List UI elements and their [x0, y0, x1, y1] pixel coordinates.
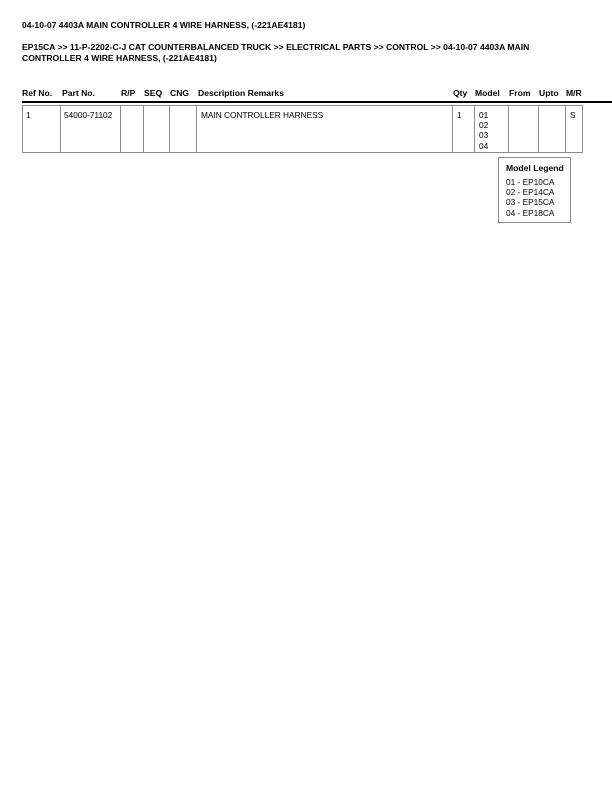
cell-part-no: 54000-71102 [64, 110, 113, 120]
legend-item: 03 - EP15CA [506, 197, 555, 208]
header-model: Model [475, 88, 500, 98]
cell-models [479, 110, 488, 151]
column-divider [196, 105, 197, 153]
column-divider [143, 105, 144, 153]
page-title: 04-10-07 4403A MAIN CONTROLLER 4 WIRE HARNESS, (-221AE4181) [22, 20, 306, 30]
model-legend [498, 157, 571, 223]
model-code: 02 [479, 120, 489, 131]
cell-mr: S [570, 110, 576, 120]
legend-item: 01 - EP10CA [506, 177, 555, 187]
model-code: 03 [479, 130, 489, 141]
header-seq: SEQ [144, 88, 163, 98]
column-divider [565, 105, 566, 153]
header-part-no: Part No. [62, 88, 95, 98]
column-divider [452, 105, 453, 153]
header-ref-no: Ref No. [22, 88, 53, 98]
model-code: 01 [479, 110, 489, 120]
header-qty: Qty [453, 88, 468, 98]
header-mr: M/R [566, 88, 582, 98]
legend-title: Model Legend [506, 163, 564, 173]
breadcrumb: EP15CA >> 11-P-2202-C-J CAT COUNTERBALANCED TRUCK >> ELECTRICAL PARTS >> CONTROL >> 04-10-07 4403A MAIN CONTROLLER 4 WIRE HARNESS, (-221AE4181) [22, 42, 530, 63]
column-divider [169, 105, 170, 153]
legend-item: 02 - EP14CA [506, 187, 555, 198]
column-divider [60, 105, 61, 153]
header-description: Description Remarks [198, 88, 284, 98]
column-divider [508, 105, 509, 153]
cell-ref-no: 1 [26, 110, 31, 120]
column-divider [120, 105, 121, 153]
column-divider [538, 105, 539, 153]
header-from: From [509, 88, 531, 98]
legend-item: 04 - EP18CA [506, 207, 555, 218]
header-rp: R/P [121, 88, 136, 98]
model-code: 04 [479, 140, 489, 151]
header-rule [22, 101, 612, 103]
column-divider [474, 105, 475, 153]
cell-description: MAIN CONTROLLER HARNESS [201, 110, 324, 120]
cell-qty: 1 [457, 110, 462, 120]
header-upto: Upto [539, 88, 559, 98]
header-cng: CNG [170, 88, 190, 98]
